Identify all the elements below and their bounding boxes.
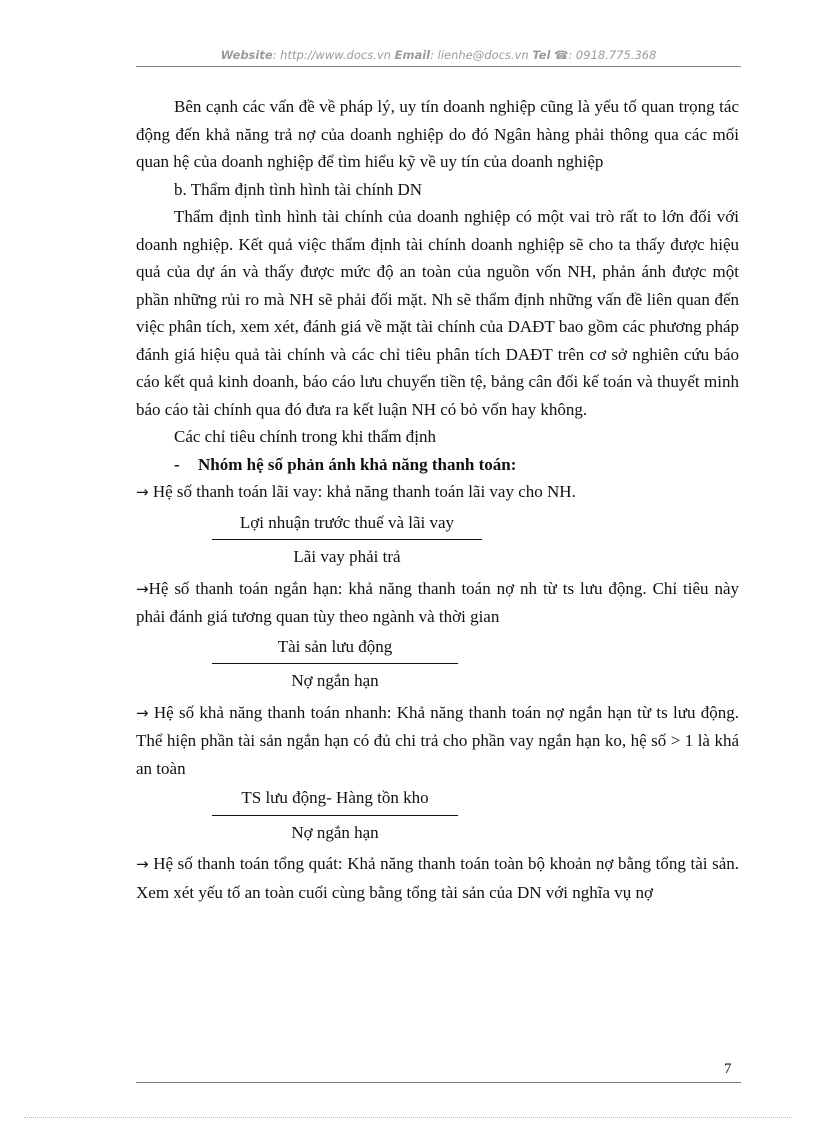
group-heading-text: Nhóm hệ số phản ánh khả năng thanh toán: <box>198 454 517 474</box>
page-number: 7 <box>724 1061 732 1077</box>
list-item <box>136 478 739 507</box>
list-item <box>136 850 739 906</box>
formula-denominator: Lãi vay phải trả <box>293 547 401 566</box>
email-value: : lienhe@docs.vn <box>430 48 529 62</box>
formula-quick-ratio <box>212 784 458 846</box>
paragraph-3: Các chỉ tiêu chính trong khi thẩm định <box>174 427 437 446</box>
formula-interest-coverage <box>212 509 482 571</box>
item-text: Hệ số thanh toán lãi vay: khả năng thanh toán lãi vay cho NH. <box>152 482 576 501</box>
formula-denominator: Nợ ngắn hạn <box>291 822 379 842</box>
page-edge-dots <box>24 1117 792 1118</box>
fraction-bar <box>212 539 482 540</box>
website-label: Website <box>220 48 273 62</box>
tel-value: : 0918.775.368 <box>568 48 657 62</box>
formula-denominator: Nợ ngắn hạn <box>291 671 379 690</box>
arrow-icon: → <box>136 703 149 722</box>
arrow-icon: → <box>136 855 149 873</box>
document-body <box>136 93 739 906</box>
section-heading-b: b. Thẩm định tình hình tài chính DN <box>174 179 423 199</box>
arrow-icon: → <box>136 483 149 501</box>
phone-icon: ☎ <box>554 48 569 62</box>
formula-numerator: Tài sản lưu động <box>277 636 393 656</box>
item-text: Hệ số thanh toán ngắn hạn: khả năng thanh toán nợ nh từ ts lưu động. Chỉ tiêu này phải đánh giá tương quan tùy theo ngành và thời gian <box>136 578 739 626</box>
formula-numerator: TS lưu động- Hàng tồn kho <box>241 788 429 807</box>
paragraph-1: Bên cạnh các vấn đề về pháp lý, uy tín doanh nghiệp cũng là yếu tố quan trọng tác động đến khả năng trả nợ của doanh nghiệp do đó Ngân hàng phải thông qua các mối quan hệ của doanh nghiệp để tìm hiểu kỹ về uy tín của doanh nghiệp <box>136 97 739 171</box>
formula-current-ratio <box>212 633 458 695</box>
page-header <box>136 48 741 62</box>
email-label: Email <box>394 48 431 62</box>
item-text: Hệ số thanh toán tổng quát: Khả năng thanh toán toàn bộ khoản nợ bằng tổng tài sản. Xem xét yếu tố an toàn cuối cùng bằng tổng tài sản của DN với nghĩa vụ nợ <box>136 854 740 902</box>
fraction-bar <box>212 663 458 664</box>
paragraph-2: Thẩm định tình hình tài chính của doanh nghiệp có một vai trò rất to lớn đối với doanh nghiệp. Kết quả việc thẩm định tài chính doanh nghiệp sẽ cho ta thấy được hiệu quả của dự án và thấy được mức độ an toàn của nguồn vốn NH, phản ánh được một phần những rủi ro mà NH sẽ phải đối mặt. Nh sẽ thẩm định những vấn đề liên quan đến việc phân tích, xem xét, đánh giá về mặt tài chính của DAĐT bao gồm các phương pháp đánh giá hiệu quả tài chính và các chỉ tiêu phân tích DAĐT trên cơ sở nghiên cứu báo cáo kết quả kinh doanh, báo cáo lưu chuyển tiền tệ, bảng cân đối kế toán và thuyết minh báo cáo tài chính qua đó đưa ra kết luận NH có bỏ vốn hay không. <box>136 207 739 419</box>
fraction-bar <box>212 815 458 816</box>
header-divider <box>136 66 741 67</box>
bullet-dash: - <box>174 454 180 474</box>
formula-numerator: Lợi nhuận trước thuế và lãi vay <box>239 512 455 532</box>
list-item <box>136 575 739 631</box>
tel-label: Tel <box>532 48 551 62</box>
group-heading <box>136 451 739 479</box>
list-item <box>136 699 739 783</box>
footer-divider <box>136 1082 741 1083</box>
item-text: Hệ số khả năng thanh toán nhanh: Khả năng thanh toán nợ ngắn hạn từ ts lưu động. Thể hiện phần tài sản ngắn hạn có đủ chi trả cho phần vay ngắn hạn ko, hệ số > 1 là khá an toàn <box>136 702 739 778</box>
arrow-icon: → <box>136 579 149 598</box>
website-value: : http://www.docs.vn <box>272 48 391 62</box>
